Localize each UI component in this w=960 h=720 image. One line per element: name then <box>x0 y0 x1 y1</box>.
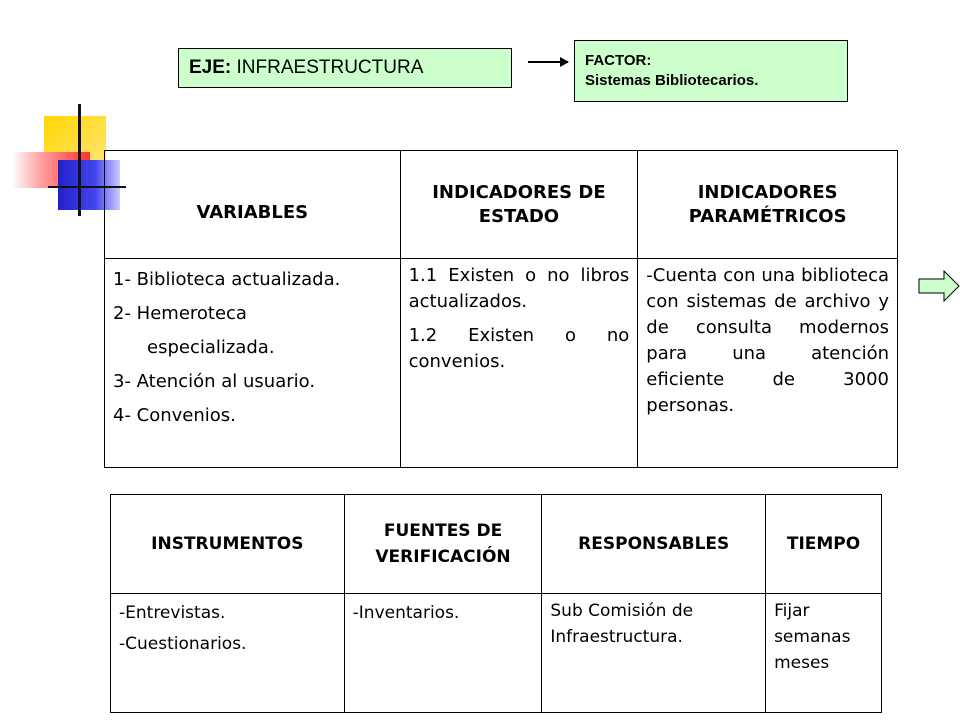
variable-item: especializada. <box>147 337 275 358</box>
tiempo-item: semanas <box>774 627 851 647</box>
table-row <box>105 259 898 468</box>
factor-label: FACTOR: <box>585 52 652 69</box>
indicador-estado-item: 1.2 Existen o no convenios. <box>408 325 630 372</box>
eje-box <box>178 48 512 88</box>
header-fuentes-verificacion: FUENTES DE VERIFICACIÓN <box>344 495 542 594</box>
header-instrumentos: INSTRUMENTOS <box>111 495 345 594</box>
variable-item: 1- Biblioteca actualizada. <box>113 269 341 290</box>
table-row <box>111 594 882 713</box>
tiempo-item: Fijar <box>774 601 810 621</box>
header-variables: VARIABLES <box>105 151 401 259</box>
header-indicadores-parametricos: INDICADORES PARAMÉTRICOS <box>638 151 898 259</box>
arrow-head-icon <box>560 57 569 67</box>
header-responsables: RESPONSABLES <box>542 495 766 594</box>
eje-label: EJE: <box>189 57 232 78</box>
tiempo-cell <box>766 594 882 713</box>
tiempo-item: meses <box>774 653 830 673</box>
variables-cell <box>105 259 401 468</box>
variable-item: 4- Convenios. <box>113 405 236 426</box>
variable-item: 2- Hemeroteca <box>113 303 247 324</box>
indicadores-estado-cell <box>400 259 638 468</box>
indicators-table <box>104 150 898 468</box>
responsables-cell: Sub Comisión de Infraestructura. <box>542 594 766 713</box>
eje-value: INFRAESTRUCTURA <box>236 57 424 78</box>
decorative-vertical-line <box>78 104 81 216</box>
instrumento-item: -Entrevistas. <box>119 603 226 623</box>
factor-box <box>574 40 848 102</box>
factor-value: Sistemas Bibliotecarios. <box>585 72 759 89</box>
header-indicadores-estado: INDICADORES DE ESTADO <box>400 151 638 259</box>
indicadores-parametricos-cell: -Cuenta con una biblioteca con sistemas de archivo y de consulta modernos para una atención eficiente de 3000 personas. <box>638 259 898 468</box>
fuentes-cell: -Inventarios. <box>344 594 542 713</box>
table-header-row <box>111 495 882 594</box>
instrumentos-cell <box>111 594 345 713</box>
right-arrow-icon <box>918 270 960 302</box>
variable-item: 3- Atención al usuario. <box>113 371 316 392</box>
indicador-estado-item: 1.1 Existen o no libros actualizados. <box>408 265 630 312</box>
table-header-row <box>105 151 898 259</box>
header-tiempo: TIEMPO <box>766 495 882 594</box>
verification-table <box>110 494 882 713</box>
instrumento-item: -Cuestionarios. <box>119 634 247 654</box>
